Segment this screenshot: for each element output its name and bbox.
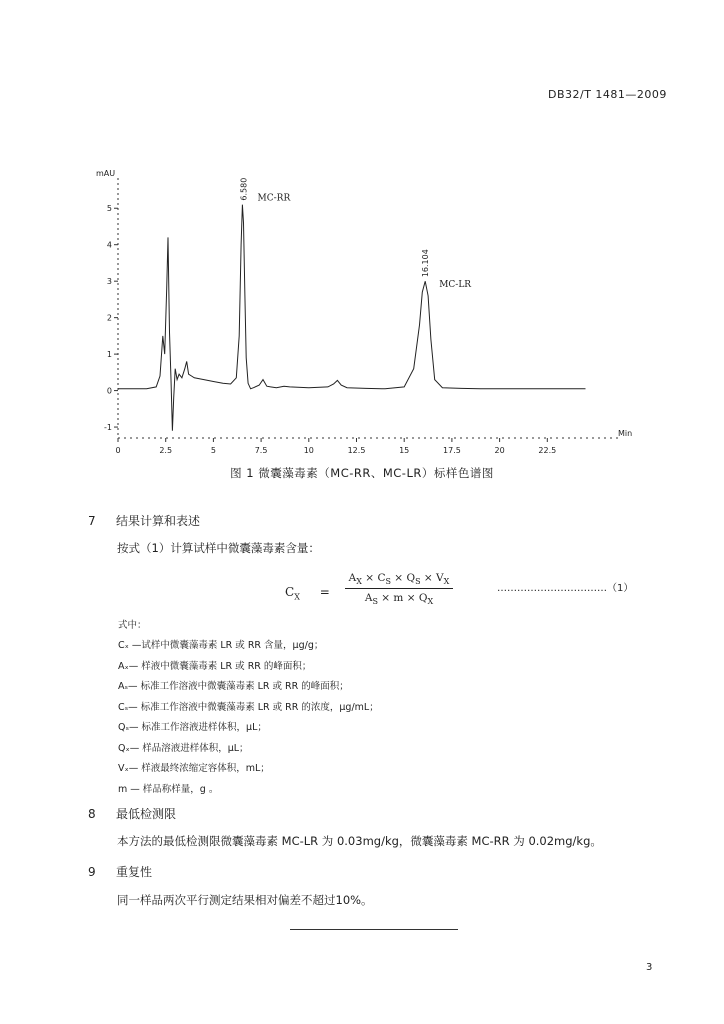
x-tick-label: 22.5 [538,446,557,455]
peak-name-label: MC-LR [439,280,472,291]
peak-labels [240,178,472,290]
y-tick-label: 1 [106,350,112,360]
y-tick-label: 4 [106,240,112,250]
peak-retention-label: 6.580 [239,177,249,201]
variable-definition: Aₛ— 标准工作溶液中微囊藻毒素 LR 或 RR 的峰面积； [118,681,349,692]
chart-axes [118,178,620,440]
y-tick-label: 2 [106,313,112,323]
x-tick-label: 7.5 [254,446,268,455]
section-number: 7 [88,514,96,528]
x-tick-label: 2.5 [159,446,173,455]
y-tick-label: 3 [106,277,112,287]
chromatogram-chart [80,160,640,460]
variable-definition: Cₓ —试样中微囊藻毒素 LR 或 RR 含量，μg/g； [118,640,324,651]
variable-definition: Qₛ— 标准工作溶液进样体积，μL； [118,722,267,733]
y-axis-ticks [104,204,118,432]
formula-lhs-sub: X [294,592,300,602]
x-tick-label: 0 [115,446,121,455]
formula-numerator: $A_X \times C_S \times Q_S \times V_X$ [345,572,453,589]
x-tick-label: 17.5 [442,446,461,455]
x-tick-label: 5 [210,446,216,455]
x-axis-ticks [115,438,556,455]
section-8-heading [88,805,176,822]
y-tick-label: 0 [106,386,112,396]
repeatability-text: 同一样品两次平行测定结果相对偏差不超过10%。 [117,893,373,907]
y-tick-label: -1 [104,423,112,433]
variable-definition: Aₓ— 样液中微囊藻毒素 LR 或 RR 的峰面积； [118,660,312,672]
section-9-heading [88,863,152,880]
x-tick-label: 10 [303,446,314,455]
y-axis-label: mAU [96,169,116,178]
where-title: 式中： [118,620,147,631]
peak-retention-label: 16.104 [421,249,431,278]
chromatogram-trace [118,205,586,431]
standard-code: DB32/T 1481—2009 [548,88,667,101]
formula-equals: = [319,585,330,599]
x-axis-label: Min [618,429,633,438]
variable-definition: Vₓ— 样液最终浓缩定容体积，mL； [118,763,270,774]
x-tick-label: 15 [399,446,410,455]
section-title: 结果计算和表述 [116,514,201,528]
x-tick-label: 20 [494,446,505,455]
variable-definition: Cₛ— 标准工作溶液中微囊藻毒素 LR 或 RR 的浓度，μg/mL； [118,701,379,713]
y-tick-label: 5 [106,204,112,214]
variable-definition: m — 样品称样量，g 。 [118,783,219,795]
formula-lhs-symbol: C [285,585,295,599]
formula-denominator: $A_S \times m \times Q_X$ [364,592,434,607]
formula-lhs [285,585,330,601]
end-rule [290,929,458,930]
page-number: 3 [646,962,653,973]
formula-fraction [345,572,453,606]
formula-intro: 按式（1）计算试样中微囊藻毒素含量： [117,541,320,555]
variable-definition: Qₓ— 样品溶液进样体积，μL； [118,742,249,754]
detection-limit-text: 本方法的最低检测限微囊藻毒素 MC-LR 为 0.03mg/kg，微囊藻毒素 MC-RR 为 0.02mg/kg。 [117,834,602,848]
formula-equation-number: ……………………………（1） [497,583,634,594]
section-title: 最低检测限 [116,807,177,821]
section-title: 重复性 [116,865,153,879]
section-7-heading [88,512,200,529]
section-number: 8 [88,807,96,821]
figure-caption: 图 1 微囊藻毒素（MC-RR、MC-LR）标样色谱图 [230,466,494,480]
x-tick-label: 12.5 [347,446,366,455]
peak-name-label: MC-RR [257,193,291,204]
section-number: 9 [88,865,96,879]
